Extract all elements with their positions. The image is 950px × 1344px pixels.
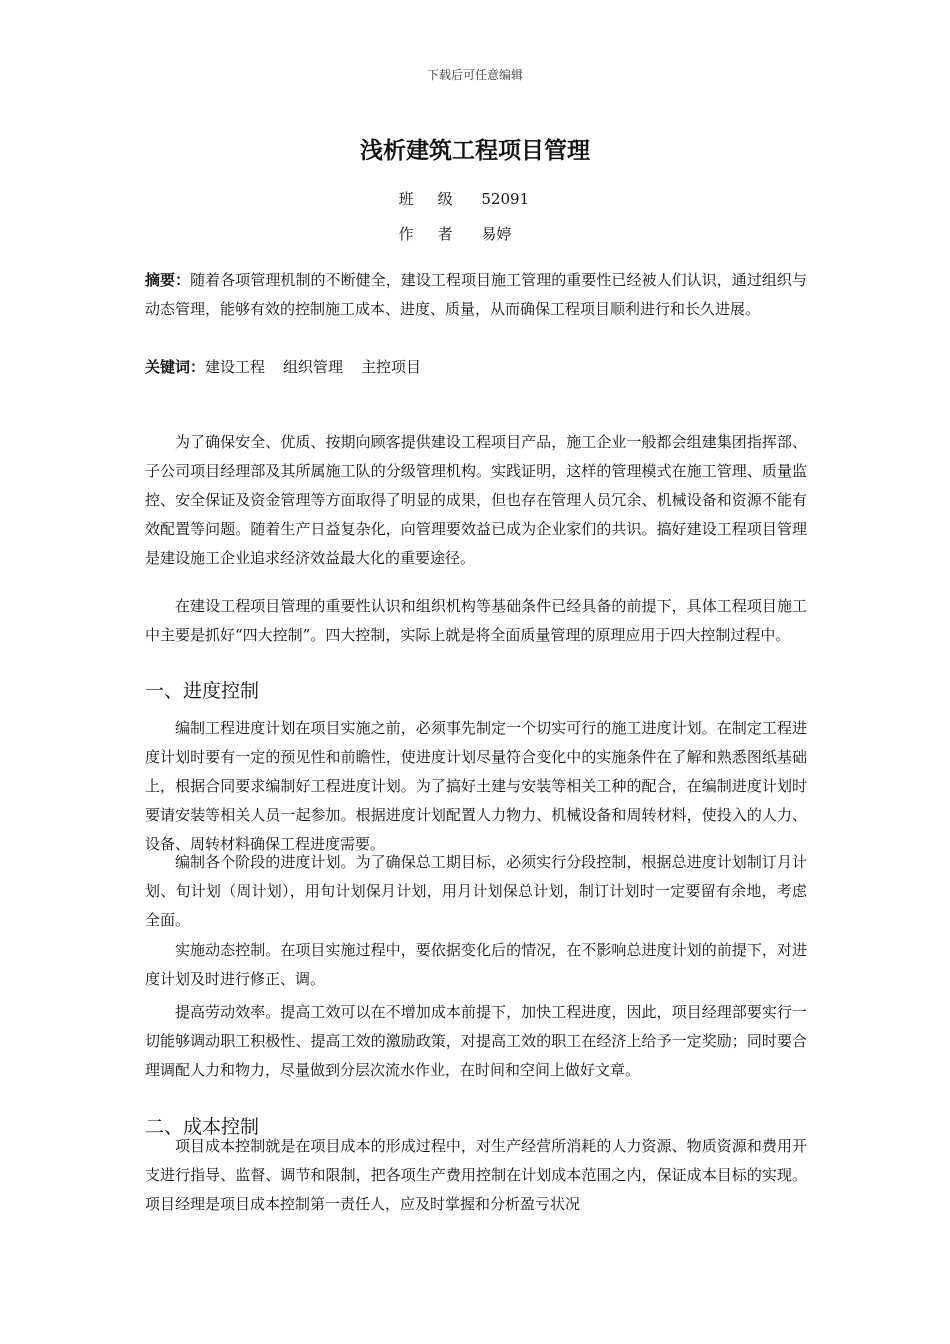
progress-paragraph-4: 提高劳动效率。提高工效可以在不增加成本前提下，加快工程进度，因此，项目经理部要实行一切能够调动职工积极性、提高工效的激励政策，对提高工效的职工在经济上给予一定奖励；同时要合理调配人力和物力，尽量做到分层次流水作业，在时间和空间上做好文章。 [145,1003,807,1079]
cost-paragraph-1: 项目成本控制就是在项目成本的形成过程中，对生产经营所消耗的人力资源、物质资源和费用开支进行指导、监督、调节和限制，把各项生产费用控制在计划成本范围之内，保证成本目标的实现。项目经理是项目成本控制第一责任人，应及时掌握和分析盈亏状况 [145,1137,807,1213]
section-heading-progress: 一、进度控制 [145,680,260,702]
keywords [145,353,807,382]
abstract-label: 摘要： [145,271,191,289]
progress-paragraph-3: 实施动态控制。在项目实施过程中，要依据变化后的情况，在不影响总进度计划的前提下，对进度计划及时进行修正、调。 [145,941,807,988]
abstract-text: 随着各项管理机制的不断健全，建设工程项目施工管理的重要性已经被人们认识，通过组织与动态管理，能够有效的控制施工成本、进度、质量，从而确保工程项目顺利进行和长久进展。 [145,271,807,318]
intro-paragraph-2: 在建设工程项目管理的重要性认识和组织机构等基础条件已经具备的前提下，具体工程项目施工中主要是抓好“四大控制”。四大控制，实际上就是将全面质量管理的原理应用于四大控制过程中。 [145,597,807,644]
progress-paragraph-1: 编制工程进度计划在项目实施之前，必须事先制定一个切实可行的施工进度计划。在制定工程进度计划时要有一定的预见性和前瞻性，使进度计划尽量符合变化中的实施条件在了解和熟悉图纸基础上，根据合同要求编制好工程进度计划。为了搞好土建与安装等相关工种的配合，在编制进度计划时要请安装等相关人员一起参加。根据进度计划配置人力物力、机械设备和周转材料，使投入的人力、设备、周转材料确保工程进度需要。 [145,719,807,853]
abstract [145,266,807,324]
section-heading-cost: 二、成本控制 [145,1116,260,1138]
intro-paragraph-1: 为了确保安全、优质、按期向顾客提供建设工程项目产品，施工企业一般都会组建集团指挥部、子公司项目经理部及其所属施工队的分级管理机构。实践证明，这样的管理模式在施工管理、质量监控、安全保证及资金管理等方面取得了明显的成果，但也存在管理人员冗余、机械设备和资源不能有效配置等问题。随着生产日益复杂化，向管理要效益已成为企业家们的共识。搞好建设工程项目管理是建设施工企业追求经济效益最大化的重要途径。 [145,433,807,567]
header-note: 下载后可任意编辑 [426,68,523,82]
keyword-item: 组织管理 [283,358,344,376]
keyword-item: 主控项目 [361,358,422,376]
author-row [0,223,950,244]
author-label: 作者 [398,225,477,243]
author-value: 易婷 [481,225,512,243]
class-label: 班级 [398,190,477,208]
document-title: 浅析建筑工程项目管理 [360,138,590,164]
keywords-label: 关键词： [145,358,206,376]
progress-paragraph-2: 编制各个阶段的进度计划。为了确保总工期目标，必须实行分段控制，根据总进度计划制订月计划、旬计划（周计划），用旬计划保月计划，用月计划保总计划，制订计划时一定要留有余地，考虑全面。 [145,853,807,929]
class-value: 52091 [481,190,530,208]
keyword-item: 建设工程 [205,358,266,376]
class-row [0,188,950,209]
